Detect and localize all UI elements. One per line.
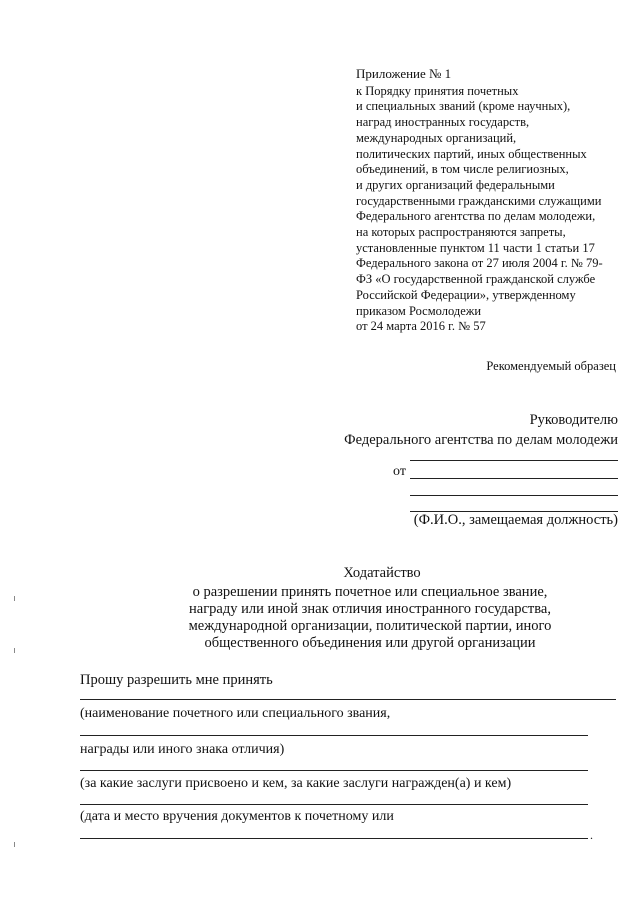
appendix-line: Федерального агентства по делам молодежи, [356, 209, 596, 224]
appendix-line: объединений, в том числе религиозных, [356, 162, 569, 177]
appendix-line: государственными гражданскими служащими [356, 193, 602, 208]
from-blank-line[interactable] [410, 478, 618, 479]
appendix-line: наград иностранных государств, [356, 115, 530, 130]
form-blank-line[interactable] [80, 770, 588, 771]
addressee-agency: Федерального агентства по делам молодежи [344, 432, 618, 448]
appendix-line: приказом Росмолодежи [356, 303, 482, 318]
appendix-header [356, 66, 636, 335]
petition-title: Ходатайство [343, 565, 421, 581]
from-label: от [393, 464, 406, 479]
form-hint-merits: (за какие заслуги присвоено и кем, за какие заслуги награжден(а) и кем) [80, 776, 512, 791]
appendix-line: и специальных званий (кроме научных), [356, 99, 571, 114]
appendix-line: Российской Федерации», утвержденному [356, 287, 576, 302]
form-blank-line[interactable] [80, 804, 588, 805]
appendix-line: установленные пунктом 11 части 1 статьи 17 [356, 240, 595, 255]
form-blank-line[interactable] [80, 735, 588, 736]
scan-speck [14, 596, 15, 601]
addressee-blank-line[interactable] [410, 460, 618, 461]
petition-line: награду или иной знак отличия иностранного государства, [189, 601, 551, 617]
appendix-line: ФЗ «О государственной гражданской службе [356, 272, 596, 287]
request-text: Прошу разрешить мне принять [80, 672, 273, 688]
petition-line: общественного объединения или другой организации [204, 635, 536, 651]
appendix-line: к Порядку принятия почетных [356, 83, 519, 98]
fio-hint: (Ф.И.О., замещаемая должность) [413, 512, 618, 528]
addressee-title: Руководителю [529, 412, 618, 428]
appendix-line: и других организаций федеральными [356, 177, 555, 192]
form-blank-line[interactable] [80, 699, 616, 700]
form-hint-award: награды или иного знака отличия) [80, 742, 285, 757]
petition-line: международной организации, политической партии, иного [188, 618, 552, 634]
addressee-block [344, 410, 618, 450]
petition-heading [100, 565, 640, 652]
from-blank-line[interactable] [410, 495, 618, 496]
form-hint-title: (наименование почетного или специального звания, [80, 706, 391, 721]
sample-note: Рекомендуемый образец [486, 359, 616, 373]
form-blank-line[interactable] [80, 838, 588, 839]
period-mark: . [590, 828, 593, 842]
appendix-line: Федерального закона от 27 июля 2004 г. № 79- [356, 256, 603, 271]
appendix-line: международных организаций, [356, 130, 517, 145]
appendix-line: на которых распространяются запреты, [356, 225, 566, 240]
appendix-title: Приложение № 1 [356, 66, 452, 81]
form-hint-date: (дата и место вручения документов к почетному или [80, 809, 394, 824]
appendix-line: от 24 марта 2016 г. № 57 [356, 319, 486, 334]
petition-line: о разрешении принять почетное или специальное звание, [192, 584, 548, 600]
scan-speck [14, 648, 15, 653]
appendix-line: политических партий, иных общественных [356, 146, 587, 161]
scan-speck [14, 842, 15, 847]
